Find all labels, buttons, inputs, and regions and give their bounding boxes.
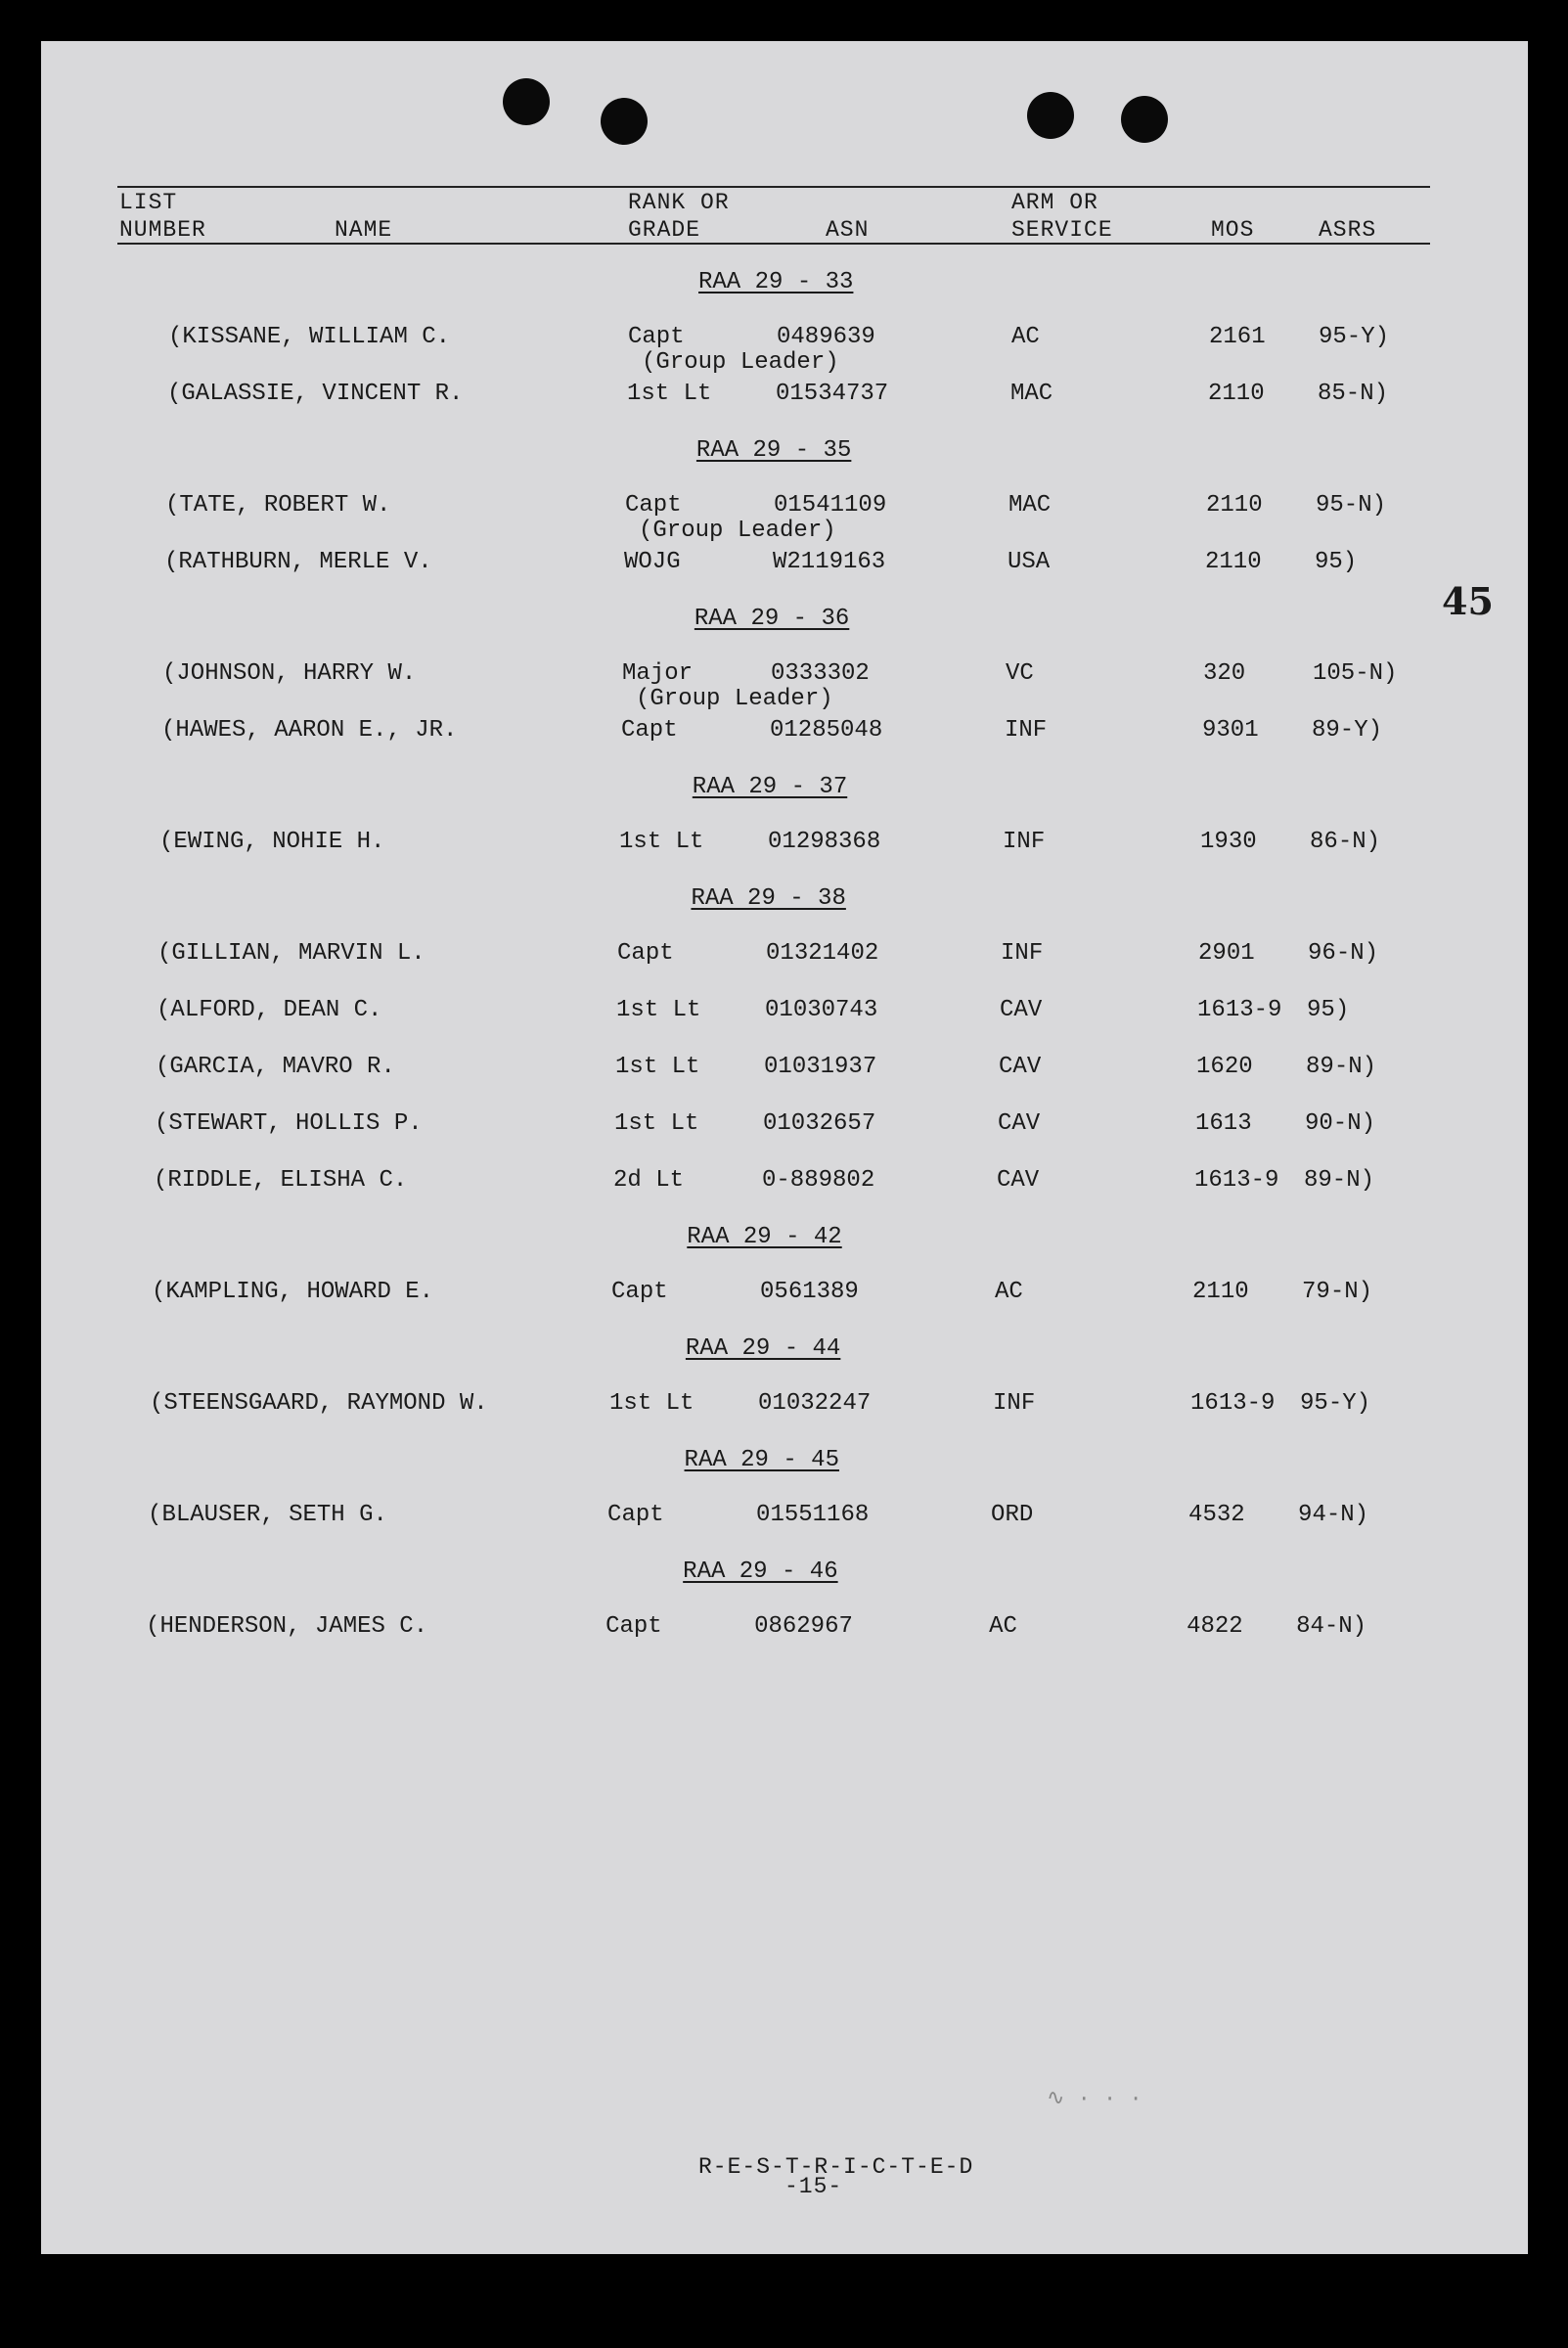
- cell-asn: 01031937: [764, 1054, 877, 1080]
- header-rank: RANK OR: [628, 190, 730, 215]
- cell-name: (STEENSGAARD, RAYMOND W.: [150, 1390, 488, 1417]
- group-leader-note: (Group Leader): [636, 686, 833, 712]
- cell-asrs: 85-N): [1317, 381, 1388, 407]
- header-name: NAME: [335, 217, 393, 243]
- cell-rank: 2d Lt: [613, 1167, 685, 1194]
- cell-asn: 01551168: [756, 1502, 870, 1528]
- group-leader-note: (Group Leader): [642, 349, 839, 376]
- header-rule: [117, 243, 1430, 245]
- cell-arm: USA: [1007, 549, 1051, 575]
- cell-arm: INF: [1001, 940, 1044, 967]
- cell-asn: 01541109: [774, 492, 887, 519]
- group-leader-note: (Group Leader): [639, 518, 836, 544]
- punch-hole: [1027, 92, 1074, 139]
- cell-mos: 4822: [1187, 1613, 1243, 1640]
- cell-arm: MAC: [1008, 492, 1052, 519]
- cell-asn: 0333302: [771, 660, 870, 687]
- cell-asn: 01030743: [765, 997, 878, 1023]
- header-list: LIST: [119, 190, 178, 215]
- header-asrs: ASRS: [1319, 217, 1377, 243]
- cell-rank: Capt: [617, 940, 674, 967]
- cell-asrs: 96-N): [1308, 940, 1379, 967]
- group-label: RAA 29 - 42: [687, 1224, 842, 1250]
- cell-asrs: 105-N): [1313, 660, 1398, 687]
- cell-mos: 320: [1203, 660, 1246, 687]
- punch-hole: [1121, 96, 1168, 143]
- cell-arm: MAC: [1009, 381, 1053, 407]
- smudge: ∿ · · ·: [1047, 2087, 1142, 2111]
- cell-asrs: 95): [1314, 549, 1358, 575]
- cell-asrs: 95-Y): [1300, 1390, 1371, 1417]
- cell-name: (GALASSIE, VINCENT R.: [166, 381, 464, 407]
- cell-asn: W2119163: [772, 549, 886, 575]
- cell-rank: Capt: [625, 492, 682, 519]
- cell-name: (KISSANE, WILLIAM C.: [168, 324, 451, 350]
- cell-name: (BLAUSER, SETH G.: [148, 1502, 387, 1528]
- cell-name: (GARCIA, MAVRO R.: [156, 1054, 395, 1080]
- cell-asn: 0862967: [754, 1613, 853, 1640]
- header-mos: MOS: [1211, 217, 1255, 243]
- cell-rank: Capt: [628, 324, 685, 350]
- page-number: -15-: [784, 2174, 843, 2199]
- group-label: RAA 29 - 45: [684, 1447, 839, 1473]
- cell-name: (RIDDLE, ELISHA C.: [154, 1167, 408, 1194]
- cell-name: (HENDERSON, JAMES C.: [146, 1613, 428, 1640]
- cell-asrs: 95-Y): [1319, 324, 1390, 350]
- cell-name: (STEWART, HOLLIS P.: [155, 1110, 423, 1137]
- cell-asrs: 89-N): [1304, 1167, 1375, 1194]
- cell-mos: 9301: [1202, 717, 1259, 744]
- cell-arm: AC: [989, 1613, 1017, 1640]
- cell-arm: CAV: [997, 1167, 1040, 1194]
- cell-rank: Capt: [607, 1502, 664, 1528]
- cell-mos: 2110: [1207, 381, 1265, 407]
- cell-name: (KAMPLING, HOWARD E.: [152, 1279, 434, 1305]
- cell-asrs: 89-N): [1306, 1054, 1377, 1080]
- cell-name: (ALFORD, DEAN C.: [157, 997, 382, 1023]
- group-label: RAA 29 - 38: [691, 885, 846, 912]
- punch-hole: [601, 98, 648, 145]
- cell-asn: 0561389: [760, 1279, 859, 1305]
- cell-mos: 2110: [1204, 549, 1262, 575]
- cell-arm: ORD: [991, 1502, 1034, 1528]
- cell-arm: AC: [995, 1279, 1023, 1305]
- cell-rank: 1st Lt: [619, 829, 704, 855]
- cell-rank: Capt: [611, 1279, 668, 1305]
- cell-rank: 1st Lt: [609, 1390, 694, 1417]
- cell-mos: 1613-9: [1197, 997, 1282, 1023]
- cell-asn: 01285048: [770, 717, 883, 744]
- cell-mos: 1613: [1195, 1110, 1252, 1137]
- cell-arm: CAV: [999, 1054, 1042, 1080]
- group-label: RAA 29 - 37: [692, 774, 848, 800]
- document-page: [41, 41, 1528, 2254]
- cell-asrs: 79-N): [1302, 1279, 1373, 1305]
- cell-mos: 2901: [1198, 940, 1255, 967]
- cell-asn: 01032657: [763, 1110, 876, 1137]
- side-number: 45: [1442, 579, 1494, 623]
- cell-mos: 1930: [1200, 829, 1257, 855]
- cell-asn: 01298368: [768, 829, 881, 855]
- cell-mos: 2110: [1206, 492, 1263, 519]
- cell-mos: 1613-9: [1194, 1167, 1279, 1194]
- cell-rank: Capt: [621, 717, 678, 744]
- cell-asn: 01534737: [775, 381, 889, 407]
- cell-arm: CAV: [1000, 997, 1043, 1023]
- cell-name: (JOHNSON, HARRY W.: [162, 660, 417, 687]
- group-label: RAA 29 - 44: [685, 1335, 841, 1362]
- cell-asrs: 86-N): [1310, 829, 1381, 855]
- cell-mos: 2110: [1192, 1279, 1249, 1305]
- group-label: RAA 29 - 46: [683, 1558, 838, 1585]
- cell-name: (GILLIAN, MARVIN L.: [157, 940, 426, 967]
- cell-arm: VC: [1006, 660, 1034, 687]
- cell-name: (RATHBURN, MERLE V.: [163, 549, 432, 575]
- cell-name: (EWING, NOHIE H.: [159, 829, 385, 855]
- punch-hole: [503, 78, 550, 125]
- cell-arm: INF: [1003, 829, 1046, 855]
- cell-asn: 01321402: [766, 940, 879, 967]
- cell-asn: 0489639: [777, 324, 875, 350]
- cell-rank: 1st Lt: [614, 1110, 699, 1137]
- cell-rank: 1st Lt: [616, 997, 701, 1023]
- cell-asn: 0-889802: [762, 1167, 875, 1194]
- cell-arm: CAV: [998, 1110, 1041, 1137]
- cell-mos: 1620: [1196, 1054, 1253, 1080]
- cell-rank: 1st Lt: [626, 381, 712, 407]
- cell-rank: 1st Lt: [615, 1054, 700, 1080]
- group-label: RAA 29 - 35: [695, 437, 852, 464]
- group-label: RAA 29 - 33: [698, 269, 854, 295]
- header-grade: GRADE: [628, 217, 701, 243]
- cell-asrs: 95): [1307, 997, 1350, 1023]
- cell-rank: Capt: [605, 1613, 662, 1640]
- cell-mos: 4532: [1188, 1502, 1245, 1528]
- cell-name: (TATE, ROBERT W.: [165, 492, 391, 519]
- cell-asrs: 89-Y): [1312, 717, 1383, 744]
- header-arm: ARM OR: [1011, 190, 1098, 215]
- header-asn: ASN: [826, 217, 870, 243]
- cell-asrs: 95-N): [1316, 492, 1387, 519]
- cell-asn: 01032247: [758, 1390, 872, 1417]
- group-label: RAA 29 - 36: [694, 606, 850, 632]
- cell-arm: INF: [993, 1390, 1036, 1417]
- cell-asrs: 90-N): [1305, 1110, 1376, 1137]
- header-service: SERVICE: [1011, 217, 1113, 243]
- classification-stamp: R-E-S-T-R-I-C-T-E-D: [698, 2154, 974, 2180]
- cell-arm: AC: [1011, 324, 1040, 350]
- top-rule: [117, 186, 1430, 188]
- cell-rank: Major: [622, 660, 694, 687]
- cell-asrs: 84-N): [1296, 1613, 1367, 1640]
- cell-name: (HAWES, AARON E., JR.: [161, 717, 458, 744]
- header-number: NUMBER: [119, 217, 206, 243]
- cell-mos: 2161: [1209, 324, 1266, 350]
- cell-rank: WOJG: [623, 549, 681, 575]
- cell-arm: INF: [1005, 717, 1048, 744]
- cell-mos: 1613-9: [1190, 1390, 1276, 1417]
- cell-asrs: 94-N): [1298, 1502, 1369, 1528]
